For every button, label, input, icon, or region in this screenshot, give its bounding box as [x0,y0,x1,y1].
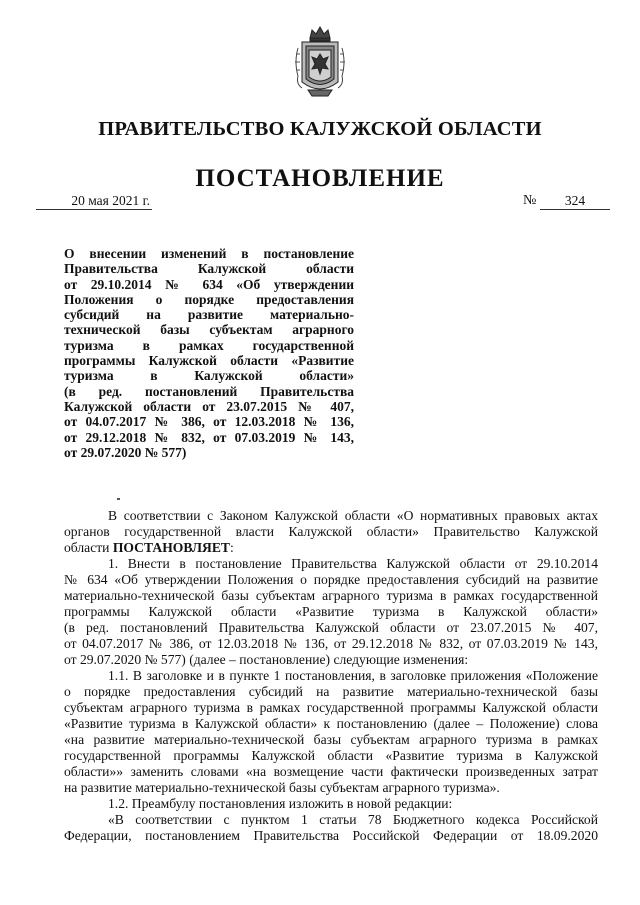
body-line [64,540,598,556]
subject-line: туризма в Калужской области» [64,368,354,384]
subject-line: от 29.12.2018 № 832, от 07.03.2019 № 143, [64,429,354,445]
intro-prefix: области [64,540,110,555]
coat-of-arms-icon [288,24,352,102]
subject-line: Калужской области от 23.07.2015 № 407, [64,398,354,414]
body-line: о порядке предоставления субсидий на развитие материально-технической базы [64,684,598,699]
document-body [64,508,598,844]
body-line: № 634 «Об утверждении Положения о порядке предоставления субсидий на развитие [64,572,598,587]
body-line: от 04.07.2017 № 386, от 12.03.2018 № 136, от 29.12.2018 № 832, от 07.03.2019 № 143, [64,636,598,651]
subject-line: программы Калужской области «Развитие [64,353,354,369]
subject-line: (в ред. постановлений Правительства [64,383,354,399]
resolves-keyword: ПОСТАНОВЛЯЕТ [112,540,230,555]
body-line: от 29.07.2020 № 577) (далее – постановление) следующие изменения: [64,652,469,667]
government-title: ПРАВИТЕЛЬСТВО КАЛУЖСКОЙ ОБЛАСТИ [98,118,542,140]
body-line: «Развитие туризма в Калужской области» к постановлению (далее – Положение) слова [64,716,598,731]
number-sign: № [523,193,537,208]
body-line: области»» заменить словами «на возмещение части фактически произведенных затрат [64,764,598,779]
document-type-title: ПОСТАНОВЛЕНИЕ [195,165,445,192]
intro-suffix: : [229,540,234,555]
body-line: В соответствии с Законом Калужской области «О нормативных правовых актах [108,508,598,523]
body-line: на развитие материально-технической базы субъектам аграрного туризма». [64,780,500,795]
body-line: «В соответствии с пунктом 1 статьи 78 Бюджетного кодекса Российской [108,812,598,827]
body-line: 1. Внести в постановление Правительства Калужской области от 29.10.2014 [108,556,598,571]
body-line: государственной программы Калужской области «Развитие туризма в Калужской [64,748,598,763]
scan-speck [117,498,120,500]
subject-line: О внесении изменений в постановление [64,246,354,261]
body-line: 1.2. Преамбулу постановления изложить в новой редакции: [108,796,453,811]
subject-line: субсидий на развитие материально- [64,307,354,323]
subject-line: от 29.10.2014 № 634 «Об утверждении [64,276,354,292]
subject-line: Правительства Калужской области [64,261,354,277]
subject-line: технической базы субъектам аграрного [64,322,354,338]
body-line: Федерации, постановлением Правительства Российской Федерации от 18.09.2020 [64,828,598,843]
body-line: 1.1. В заголовке и в пункте 1 постановления, в заголовке приложения «Положение [108,668,598,683]
subject-line: от 29.07.2020 № 577) [64,444,187,460]
body-line: (в ред. постановлений Правительства Калужской области от 23.07.2015 № 407, [64,620,598,635]
document-date: 20 мая 2021 г. [36,193,152,210]
subject-line: от 04.07.2017 № 386, от 12.03.2018 № 136, [64,414,354,430]
body-line: «на развитие материально-технической базы субъектам аграрного туризма в рамках [64,732,598,747]
body-line: субъектам аграрного туризма в рамках государственной программы Калужской области [64,700,598,715]
body-line: материально-технической базы субъектам аграрного туризма в рамках государственной [64,588,598,603]
subject-line: Положения о порядке предоставления [64,291,354,307]
body-line: органов государственной власти Калужской области» Правительство Калужской [64,524,598,539]
document-number: 324 [540,193,610,210]
document-subject [64,246,354,460]
body-line: программы Калужской области «Развитие туризма в Калужской области» [64,604,598,619]
subject-line: туризма в рамках государственной [64,337,354,353]
